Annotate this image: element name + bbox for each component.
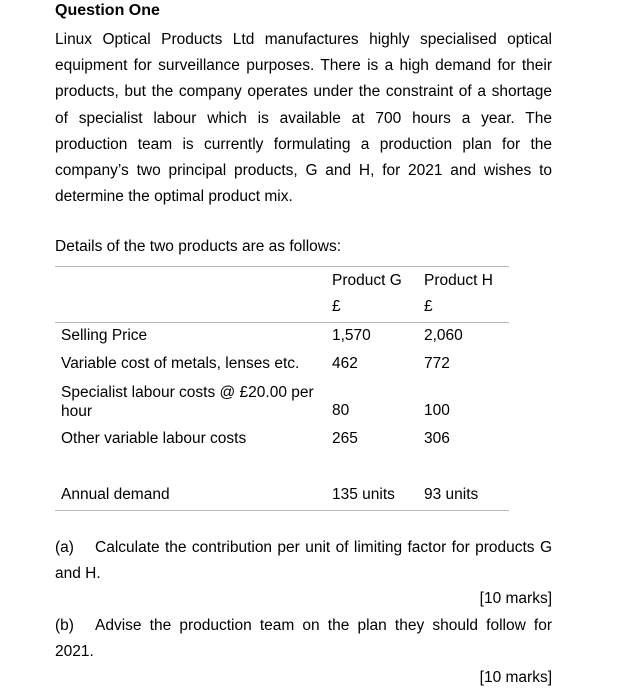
row-label-specialist-labour: Specialist labour costs @ £20.00 per hour: [61, 384, 314, 420]
currency-h: £: [424, 298, 433, 315]
question-a-marks: [10 marks]: [479, 590, 552, 607]
row-value-h-annual-demand: 93 units: [424, 486, 479, 503]
row-value-g-selling-price: 1,570: [332, 327, 371, 344]
row-value-g-variable-cost: 462: [332, 355, 358, 372]
question-b-text: Advise the production team on the plan they should follow for 2021.: [55, 617, 552, 661]
row-value-h-selling-price: 2,060: [424, 327, 463, 344]
question-heading: Question One: [55, 2, 160, 19]
question-a-label: (a): [55, 539, 74, 556]
row-label-variable-cost: Variable cost of metals, lenses etc.: [61, 355, 300, 372]
question-a-text: Calculate the contribution per unit of limiting factor for products G and H.: [55, 539, 552, 583]
question-b-label: (b): [55, 617, 74, 634]
table-top-rule: [55, 266, 509, 267]
row-value-h-specialist-labour: 100: [424, 402, 450, 419]
column-header-product-g: Product G: [332, 272, 402, 289]
details-intro: Details of the two products are as follows:: [55, 238, 342, 255]
table-bottom-rule: [55, 510, 509, 511]
question-a: [55, 535, 552, 587]
row-value-g-specialist-labour: 80: [332, 402, 350, 419]
row-label-other-labour: Other variable labour costs: [61, 430, 247, 447]
question-b: [55, 613, 552, 665]
row-value-g-other-labour: 265: [332, 430, 358, 447]
intro-paragraph: Linux Optical Products Ltd manufactures highly specialised optical equipment for surveillance purposes. There is a high demand for their products, but the company operates under the constraint of a shortage of specialist labour which is available at 700 hours a year. The production team is currently formulating a production plan for the company’s two principal products, G and H, for 2021 and wishes to determine the optimal product mix.: [55, 31, 552, 206]
column-header-product-h: Product H: [424, 272, 493, 289]
question-b-marks: [10 marks]: [479, 669, 552, 686]
row-value-h-variable-cost: 772: [424, 355, 450, 372]
currency-g: £: [332, 298, 341, 315]
row-label-selling-price: Selling Price: [61, 327, 148, 344]
table-header-rule: [55, 322, 509, 323]
row-value-g-annual-demand: 135 units: [332, 486, 395, 503]
row-label-annual-demand: Annual demand: [61, 486, 170, 503]
row-value-h-other-labour: 306: [424, 430, 450, 447]
